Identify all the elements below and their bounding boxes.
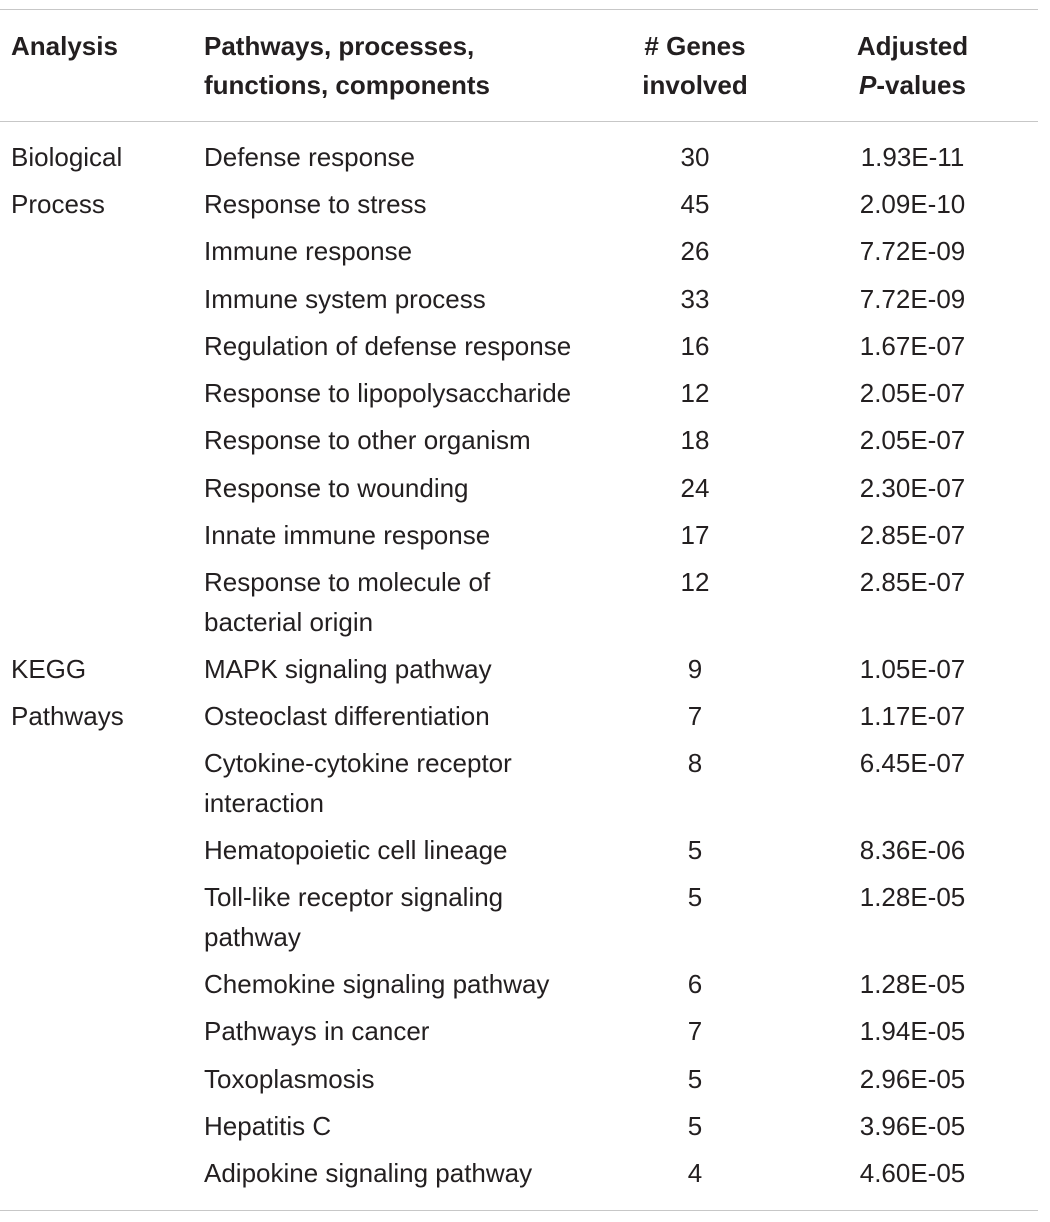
pathway-cell: Adipokine signaling pathway	[204, 1158, 533, 1188]
pathway-cell: Response to stress	[204, 189, 427, 219]
genes-cell: 45	[680, 189, 710, 219]
pval-cell: 8.36E-06	[859, 835, 966, 865]
pval-cell: 2.85E-07	[859, 520, 966, 550]
genes-cell: 5	[687, 1064, 703, 1094]
pval-cell: 2.05E-07	[859, 378, 966, 408]
pval-cell: 7.72E-09	[859, 236, 966, 266]
table-top-rule	[0, 9, 1038, 10]
pval-cell: 2.05E-07	[859, 425, 966, 455]
pval-cell: 2.30E-07	[859, 473, 966, 503]
genes-cell: 5	[687, 835, 703, 865]
header-pathways-line2: functions, components	[204, 70, 490, 100]
pathway-cell-line2: bacterial origin	[204, 607, 374, 637]
header-genes-line1: # Genes	[644, 31, 746, 61]
header-genes-line2: involved	[642, 70, 748, 100]
group-label-biological-line2: Process	[11, 189, 105, 219]
pathway-cell: Response to lipopolysaccharide	[204, 378, 572, 408]
genes-cell: 8	[687, 748, 703, 778]
pval-cell: 2.09E-10	[859, 189, 966, 219]
pathway-cell: Hepatitis C	[204, 1111, 332, 1141]
header-analysis: Analysis	[11, 31, 118, 61]
genes-cell: 9	[687, 654, 703, 684]
pathway-cell: Osteoclast differentiation	[204, 701, 490, 731]
pval-cell: 1.93E-11	[860, 142, 965, 172]
pathway-cell: Immune response	[204, 236, 413, 266]
group-label-biological-line1: Biological	[11, 142, 123, 172]
genes-cell: 6	[687, 969, 703, 999]
genes-cell: 4	[687, 1158, 703, 1188]
pathway-cell: Cytokine-cytokine receptor	[204, 748, 512, 778]
table-header-rule	[0, 121, 1038, 122]
genes-cell: 16	[680, 331, 710, 361]
genes-cell: 5	[687, 882, 703, 912]
pval-cell: 1.28E-05	[859, 882, 966, 912]
pathway-cell: Defense response	[204, 142, 416, 172]
pathway-cell: Response to wounding	[204, 473, 469, 503]
genes-cell: 18	[680, 425, 710, 455]
header-pval-rest: -values	[876, 70, 966, 100]
genes-cell: 7	[687, 701, 703, 731]
pval-cell: 2.85E-07	[859, 567, 966, 597]
genes-cell: 30	[680, 142, 710, 172]
pval-cell: 1.17E-07	[859, 701, 966, 731]
pathway-cell: Immune system process	[204, 284, 486, 314]
table-bottom-rule	[0, 1210, 1038, 1211]
genes-cell: 12	[680, 567, 710, 597]
pathway-cell-line2: interaction	[204, 788, 324, 818]
genes-cell: 5	[687, 1111, 703, 1141]
genes-cell: 17	[680, 520, 710, 550]
pval-cell: 3.96E-05	[859, 1111, 966, 1141]
pathway-cell: Regulation of defense response	[204, 331, 572, 361]
header-pval-line1: Adjusted	[856, 31, 969, 61]
pathway-cell: MAPK signaling pathway	[204, 654, 492, 684]
header-pval-italic-p: P	[859, 70, 877, 100]
pathway-cell: Innate immune response	[204, 520, 491, 550]
pathway-cell: Pathways in cancer	[204, 1016, 430, 1046]
group-label-kegg-line2: Pathways	[11, 701, 124, 731]
pval-cell: 4.60E-05	[859, 1158, 966, 1188]
pathway-cell: Hematopoietic cell lineage	[204, 835, 508, 865]
pathway-cell: Toll-like receptor signaling	[204, 882, 504, 912]
genes-cell: 7	[687, 1016, 703, 1046]
pval-cell: 1.05E-07	[859, 654, 966, 684]
pathway-cell: Response to molecule of	[204, 567, 491, 597]
pval-cell: 1.28E-05	[859, 969, 966, 999]
pathway-cell: Toxoplasmosis	[204, 1064, 375, 1094]
genes-cell: 24	[680, 473, 710, 503]
pval-cell: 1.94E-05	[859, 1016, 966, 1046]
pval-cell: 7.72E-09	[859, 284, 966, 314]
pathway-cell: Chemokine signaling pathway	[204, 969, 550, 999]
genes-cell: 12	[680, 378, 710, 408]
genes-cell: 33	[680, 284, 710, 314]
genes-cell: 26	[680, 236, 710, 266]
pathway-cell-line2: pathway	[204, 922, 301, 952]
header-pathways-line1: Pathways, processes,	[204, 31, 475, 61]
group-label-kegg-line1: KEGG	[11, 654, 87, 684]
pval-cell: 1.67E-07	[859, 331, 966, 361]
pval-cell: 6.45E-07	[859, 748, 966, 778]
pval-cell: 2.96E-05	[859, 1064, 966, 1094]
pathway-cell: Response to other organism	[204, 425, 531, 455]
header-pval-line2	[820, 66, 1005, 106]
